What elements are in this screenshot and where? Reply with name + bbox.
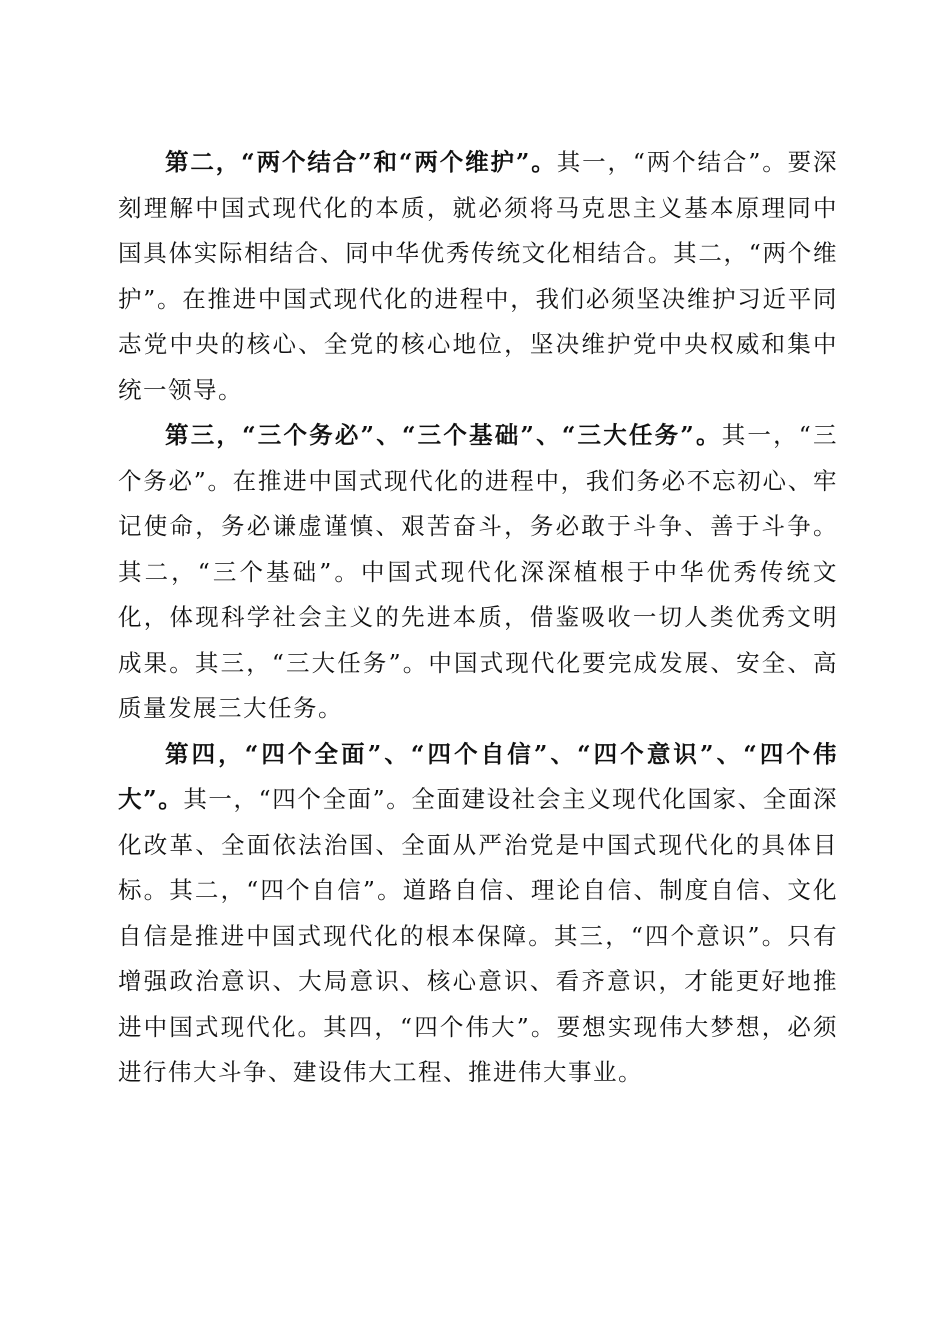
paragraph-lead: 第三，“三个务必”、“三个基础”、“三大任务”。 xyxy=(165,421,722,449)
document-page xyxy=(118,140,838,1096)
paragraph-three-musts xyxy=(118,413,838,732)
paragraph-four-comprehensives xyxy=(118,732,838,1096)
paragraph-two-combinations xyxy=(118,140,838,413)
paragraph-body: 其一，“两个结合”。要深刻理解中国式现代化的本质，就必须将马克思主义基本原理同中国具体实际相结合、同中华优秀传统文化相结合。其二，“两个维护”。在推进中国式现代化的进程中，我们必须坚决维护习近平同志党中央的核心、全党的核心地位，坚决维护党中央权威和集中统一领导。 xyxy=(118,148,838,404)
paragraph-body: 其一，“四个全面”。全面建设社会主义现代化国家、全面深化改革、全面依法治国、全面从严治党是中国式现代化的具体目标。其二，“四个自信”。道路自信、理论自信、制度自信、文化自信是推进中国式现代化的根本保障。其三，“四个意识”。只有增强政治意识、大局意识、核心意识、看齐意识，才能更好地推进中国式现代化。其四，“四个伟大”。要想实现伟大梦想，必须进行伟大斗争、建设伟大工程、推进伟大事业。 xyxy=(118,785,838,1086)
paragraph-lead: 第二，“两个结合”和“两个维护”。 xyxy=(165,148,557,176)
paragraph-body: 其一，“三个务必”。在推进中国式现代化的进程中，我们务必不忘初心、牢记使命，务必谦虚谨慎、艰苦奋斗，务必敢于斗争、善于斗争。其二，“三个基础”。中国式现代化深深植根于中华优秀传统文化，体现科学社会主义的先进本质，借鉴吸收一切人类优秀文明成果。其三，“三大任务”。中国式现代化要完成发展、安全、高质量发展三大任务。 xyxy=(118,421,839,722)
paragraph-lead: 第四，“四个全面”、“四个自信”、“四个意识”、“四个伟大”。 xyxy=(118,739,838,813)
